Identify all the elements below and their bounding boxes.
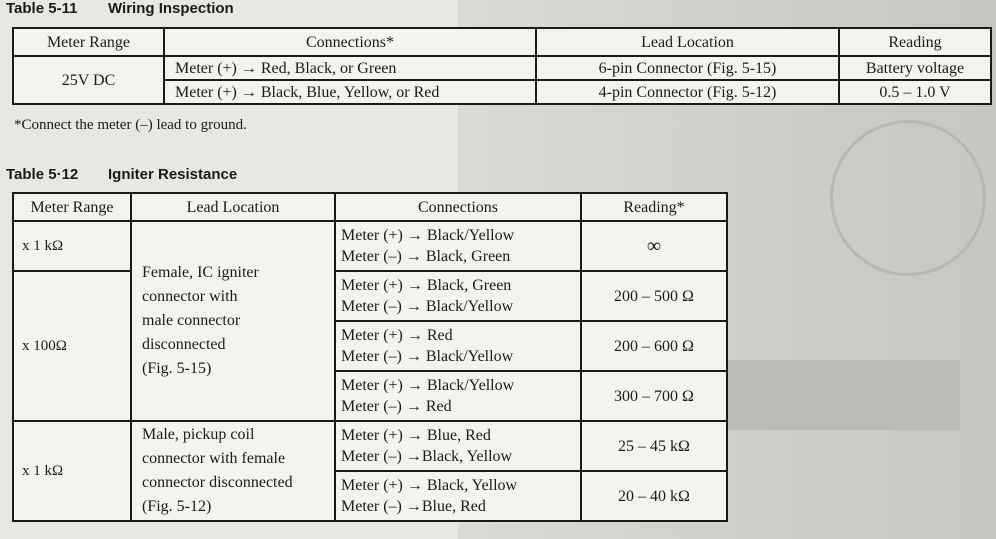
connection-plus: Meter (+) → Black, Green xyxy=(341,277,512,294)
connection-plus: Meter (+) → Black/Yellow xyxy=(341,227,515,244)
cell-connections: Meter (+) → Black, Blue, Yellow, or Red xyxy=(164,80,536,104)
lead-location-line: (Fig. 5-15) xyxy=(142,360,212,377)
header-meter-range: Meter Range xyxy=(13,193,131,221)
cell-connections: Meter (+) → Red, Black, or Green xyxy=(164,56,536,80)
cell-connections xyxy=(335,421,581,471)
cell-connections xyxy=(335,471,581,521)
igniter-resistance-table xyxy=(12,192,728,522)
header-meter-range: Meter Range xyxy=(13,28,164,56)
table-row xyxy=(13,56,991,80)
header-connections: Connections* xyxy=(164,28,536,56)
cell-reading: 20 – 40 kΩ xyxy=(581,471,727,521)
header-lead-location: Lead Location xyxy=(131,193,335,221)
cell-lead-location xyxy=(131,421,335,521)
connection-plus: Meter (+) → Blue, Red xyxy=(341,427,491,444)
lead-location-line: connector with xyxy=(142,288,238,305)
cell-reading: 200 – 600 Ω xyxy=(581,321,727,371)
table-row xyxy=(13,421,727,471)
cell-reading: Battery voltage xyxy=(839,56,991,80)
table1-heading xyxy=(6,0,234,17)
cell-lead-location: 4-pin Connector (Fig. 5-12) xyxy=(536,80,839,104)
header-lead-location: Lead Location xyxy=(536,28,839,56)
connection-minus: Meter (–) → Black/Yellow xyxy=(341,298,514,315)
wiring-inspection-table xyxy=(12,27,992,105)
header-reading: Reading xyxy=(839,28,991,56)
cell-reading: ∞ xyxy=(581,221,727,271)
lead-location-line: connector with female xyxy=(142,450,286,467)
cell-connections xyxy=(335,371,581,421)
connection-plus: Meter (+) → Black, Yellow xyxy=(341,477,518,494)
cell-meter-range: x 100Ω xyxy=(13,271,131,421)
connection-minus: Meter (–) →Black, Yellow xyxy=(341,448,513,465)
cell-reading: 25 – 45 kΩ xyxy=(581,421,727,471)
connection-plus: Meter (+) → Red xyxy=(341,327,453,344)
cell-reading: 0.5 – 1.0 V xyxy=(839,80,991,104)
cell-lead-location xyxy=(131,221,335,421)
cell-connections xyxy=(335,271,581,321)
connection-minus: Meter (–) → Black, Green xyxy=(341,248,511,265)
lead-location-line: Male, pickup coil xyxy=(142,426,255,443)
cell-connections xyxy=(335,321,581,371)
connection-minus: Meter (–) →Blue, Red xyxy=(341,498,486,515)
cell-meter-range: x 1 kΩ xyxy=(13,221,131,271)
background-figure xyxy=(830,120,986,276)
cell-meter-range: x 1 kΩ xyxy=(13,421,131,521)
lead-location-line: (Fig. 5-12) xyxy=(142,498,212,515)
table-row xyxy=(13,271,727,321)
lead-location-line: male connector xyxy=(142,312,241,329)
table-header-row xyxy=(13,193,727,221)
table1-footnote: *Connect the meter (–) lead to ground. xyxy=(14,117,247,133)
table2-number: Table 5·12 xyxy=(6,166,79,183)
cell-connections xyxy=(335,221,581,271)
cell-meter-range: 25V DC xyxy=(13,56,164,104)
lead-location-line: disconnected xyxy=(142,336,226,353)
table1-number: Table 5-11 xyxy=(6,0,78,17)
cell-reading: 200 – 500 Ω xyxy=(581,271,727,321)
lead-location-line: connector disconnected xyxy=(142,474,293,491)
table2-heading xyxy=(6,166,237,183)
table-header-row xyxy=(13,28,991,56)
cell-lead-location: 6-pin Connector (Fig. 5-15) xyxy=(536,56,839,80)
connection-minus: Meter (–) → Red xyxy=(341,398,452,415)
cell-reading: 300 – 700 Ω xyxy=(581,371,727,421)
header-reading: Reading* xyxy=(581,193,727,221)
lead-location-line: Female, IC igniter xyxy=(142,264,259,281)
header-connections: Connections xyxy=(335,193,581,221)
table2-title: Igniter Resistance xyxy=(108,166,238,183)
table-row xyxy=(13,221,727,271)
connection-plus: Meter (+) → Black/Yellow xyxy=(341,377,515,394)
table1-title: Wiring Inspection xyxy=(108,0,234,17)
connection-minus: Meter (–) → Black/Yellow xyxy=(341,348,514,365)
